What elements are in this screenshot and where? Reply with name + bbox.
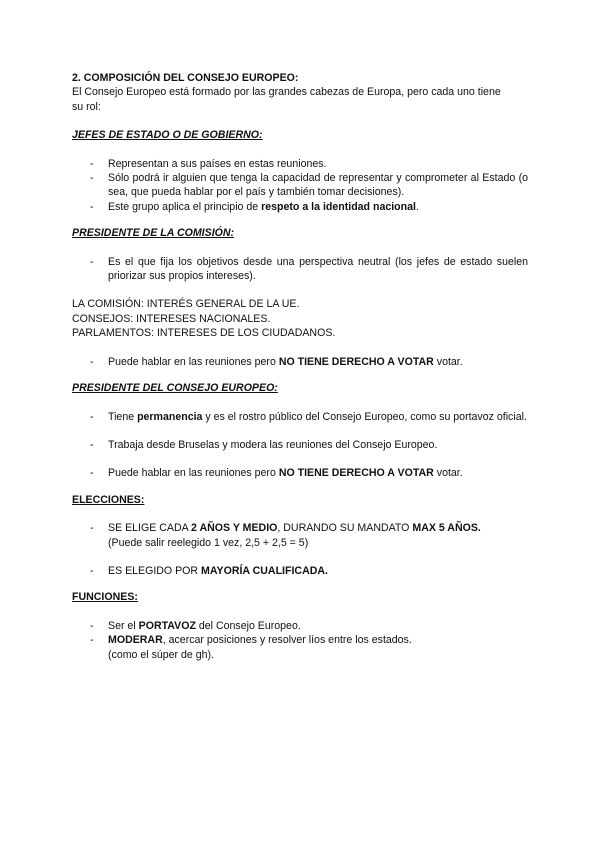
consejo-list-2: [72, 438, 528, 452]
consejo-list-3: [72, 466, 528, 480]
elecciones-list-1: [72, 521, 528, 550]
list-item: - Tiene permanencia y es el rostro público del Consejo Europeo, como su portavoz oficial.: [72, 410, 528, 424]
consejo-heading: PRESIDENTE DEL CONSEJO EUROPEO:: [72, 382, 278, 395]
section-title: 2. COMPOSICIÓN DEL CONSEJO EUROPEO:: [72, 72, 299, 84]
funciones-note: (como el súper de gh).: [108, 648, 214, 661]
elecciones-note: (Puede salir reelegido 1 vez, 2,5 + 2,5 = 5): [108, 536, 309, 549]
list-item: - Puede hablar en las reuniones pero NO TIENE DERECHO A VOTAR votar.: [72, 355, 528, 369]
list-item: - ES ELEGIDO POR MAYORÍA CUALIFICADA.: [72, 564, 528, 578]
parlamentos-line: PARLAMENTOS: INTERESES DE LOS CIUDADANOS.: [72, 327, 336, 340]
list-item: - Ser el PORTAVOZ del Consejo Europeo.: [72, 619, 528, 633]
list-item: - SE ELIGE CADA 2 AÑOS Y MEDIO, DURANDO SU MANDATO MAX 5 AÑOS. (Puede salir reelegido 1 vez, 2,5 + 2,5 = 5): [72, 521, 528, 550]
list-item: - Representan a sus países en estas reuniones.: [72, 157, 528, 171]
list-item: - Es el que fija los objetivos desde una perspectiva neutral (los jefes de estado suelen priorizar sus propios intereses).: [72, 255, 528, 284]
intro-line-1: El Consejo Europeo está formado por las grandes cabezas de Europa, pero cada uno tiene: [72, 86, 501, 99]
document-page: [72, 71, 528, 662]
list-item: - MODERAR, acercar posiciones y resolver líos entre los estados. (como el súper de gh).: [72, 633, 528, 662]
elecciones-heading: ELECCIONES:: [72, 493, 145, 506]
jefes-list: [72, 157, 528, 215]
list-item: - Trabaja desde Bruselas y modera las reuniones del Consejo Europeo.: [72, 438, 528, 452]
comision-list: [72, 255, 528, 284]
list-item: - Este grupo aplica el principio de respeto a la identidad nacional.: [72, 200, 528, 214]
consejos-line: CONSEJOS: INTERESES NACIONALES.: [72, 312, 271, 325]
elecciones-list-2: [72, 564, 528, 578]
funciones-list: [72, 619, 528, 662]
comision-heading: PRESIDENTE DE LA COMISIÓN:: [72, 227, 235, 240]
intro-line-2: su rol:: [72, 100, 101, 113]
jefes-heading: JEFES DE ESTADO O DE GOBIERNO:: [72, 129, 263, 142]
funciones-heading: FUNCIONES:: [72, 591, 138, 604]
comision-vote-list: [72, 355, 528, 369]
comision-line: LA COMISIÓN: INTERÉS GENERAL DE LA UE.: [72, 298, 300, 311]
list-item: - Sólo podrá ir alguien que tenga la capacidad de representar y comprometer al Estado (o sea, que pueda hablar por el país y también tomar decisiones).: [72, 171, 528, 200]
list-item: - Puede hablar en las reuniones pero NO TIENE DERECHO A VOTAR votar.: [72, 466, 528, 480]
consejo-list-1: [72, 410, 528, 424]
